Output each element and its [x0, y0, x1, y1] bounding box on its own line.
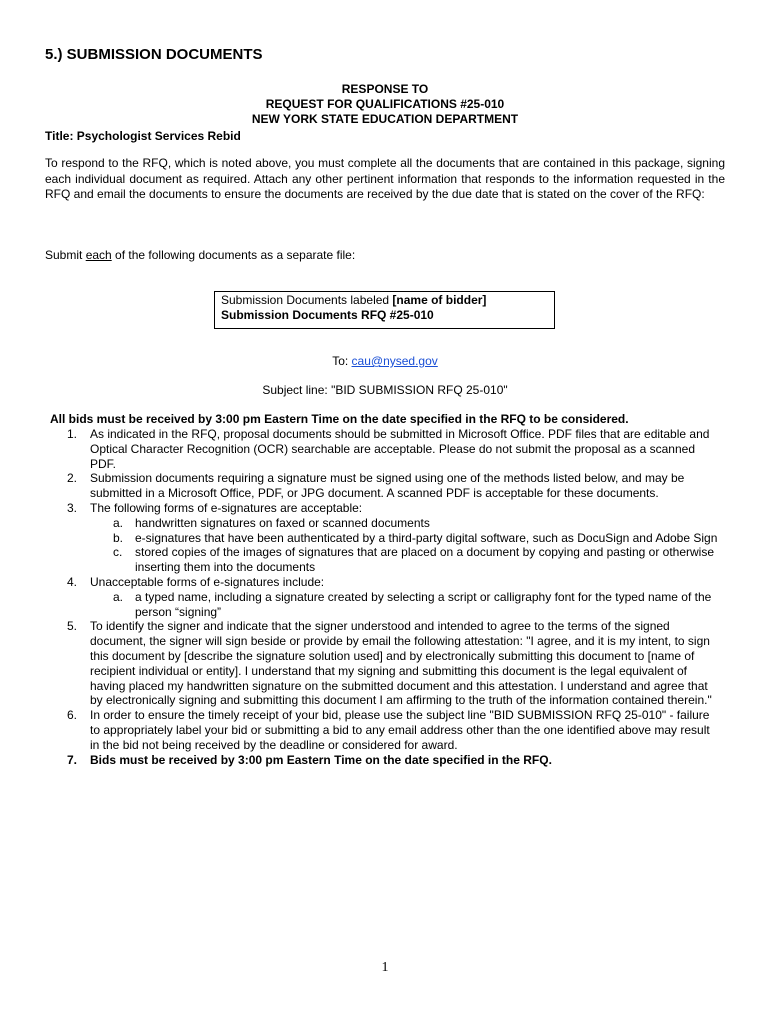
header-line-3: NEW YORK STATE EDUCATION DEPARTMENT: [251, 112, 519, 126]
doc-box-line-2: Submission Documents RFQ #25-010: [221, 308, 434, 322]
header-line-1: RESPONSE TO: [341, 82, 429, 96]
sub-item-letter: a.: [113, 589, 124, 604]
list-item-number: 6.: [67, 708, 78, 723]
sub-list-item: [45, 531, 721, 546]
doc-box-label: Submission Documents labeled: [221, 293, 393, 307]
submit-suffix: of the following documents as a separate file:: [111, 248, 356, 262]
to-line: [0, 354, 770, 368]
section-heading: 5.) SUBMISSION DOCUMENTS: [45, 46, 263, 63]
list-item: [45, 708, 721, 752]
list-item-text: Bids must be received by 3:00 pm Eastern Time on the date specified in the RFQ.: [90, 752, 552, 767]
submit-instruction: [45, 248, 355, 262]
to-label: To:: [332, 354, 352, 368]
list-item-text: To identify the signer and indicate that the signer understood and intended to agree to the terms of the signed document, the signer will sign beside or provide by email the following attestation: "I agree, and it is my intent, to sign this document by [describe the signature solution used] and by electronically submitting this document to [name of recipient individual or entity]. I understand that my signing and submitting this document is the legal equivalent of having placed my handwritten signature on the submitted document and this attestation. I understand and agree that by electronically signing and submitting this document I am affirming to the truth of the information contained therein.": [90, 619, 712, 708]
sub-list-item: [45, 545, 721, 575]
list-item: [45, 753, 721, 768]
submission-docs-box: [214, 291, 555, 329]
submit-emphasis: each: [85, 248, 112, 262]
sub-item-text: a typed name, including a signature created by selecting a script or calligraphy font for the typed name of the person “signing”: [135, 589, 712, 619]
document-title: Title: Psychologist Services Rebid: [45, 129, 241, 143]
submit-prefix: Submit: [45, 248, 86, 262]
sub-item-text: stored copies of the images of signatures that are placed on a document by copying and pasting or otherwise inserting them into the documents: [135, 545, 715, 575]
subject-line: Subject line: "BID SUBMISSION RFQ 25-010": [262, 383, 508, 397]
list-item-number: 7.: [67, 752, 78, 767]
list-item: [45, 427, 721, 471]
list-item: [45, 501, 721, 516]
list-item-text: The following forms of e-signatures are acceptable:: [90, 500, 363, 515]
doc-box-bidder: [name of bidder]: [392, 293, 487, 307]
list-item: [45, 619, 721, 708]
list-item-text: Submission documents requiring a signature must be signed using one of the methods listed below, and may be submitted in a Microsoft Office, PDF, or JPG document. A scanned PDF is acceptable for these documents.: [90, 471, 685, 501]
sub-item-letter: b.: [113, 530, 124, 545]
header-line-2: REQUEST FOR QUALIFICATIONS #25-010: [265, 97, 505, 111]
list-item-number: 5.: [67, 619, 78, 634]
list-item-number: 4.: [67, 574, 78, 589]
list-item-text: Unacceptable forms of e-signatures include:: [90, 574, 325, 589]
list-item-number: 3.: [67, 500, 78, 515]
list-item-number: 2.: [67, 471, 78, 486]
list-item-text: As indicated in the RFQ, proposal documents should be submitted in Microsoft Office. PDF files that are editable and Optical Character Recognition (OCR) searchable are acceptable. Please do not submit the proposal as a scanned PDF.: [90, 427, 710, 471]
sub-item-text: e-signatures that have been authenticated by a third-party digital software, such as DocuSign and Adobe Sign: [135, 530, 718, 545]
list-item: [45, 575, 721, 590]
page-number: 1: [381, 960, 389, 975]
list-item: [45, 471, 721, 501]
sub-item-letter: a.: [113, 515, 124, 530]
sub-item-text: handwritten signatures on faxed or scanned documents: [135, 515, 430, 530]
list-item-text: In order to ensure the timely receipt of your bid, please use the subject line "BID SUBMISSION RFQ 25-010" - failure to appropriately label your bid or submitting a bid to any email address other than the one identified above may result in the bid not being received by the deadline or considered for award.: [90, 708, 710, 752]
deadline-notice: All bids must be received by 3:00 pm Eastern Time on the date specified in the RFQ to be considered.: [50, 412, 629, 426]
rules-list: [45, 427, 721, 767]
doc-box-line-1: [221, 293, 548, 308]
sub-list-item: [45, 590, 721, 620]
email-link[interactable]: cau@nysed.gov: [351, 354, 438, 368]
rfq-header: [0, 82, 770, 127]
sub-item-letter: c.: [113, 545, 123, 560]
intro-paragraph: To respond to the RFQ, which is noted above, you must complete all the documents that are contained in this package, signing each individual document as required. Attach any other pertinent information that responds to the information requested in the RFQ and email the documents to ensure the documents are received by the due date that is stated on the cover of the RFQ:: [45, 156, 725, 201]
sub-list-item: [45, 516, 721, 531]
list-item-number: 1.: [67, 427, 78, 441]
